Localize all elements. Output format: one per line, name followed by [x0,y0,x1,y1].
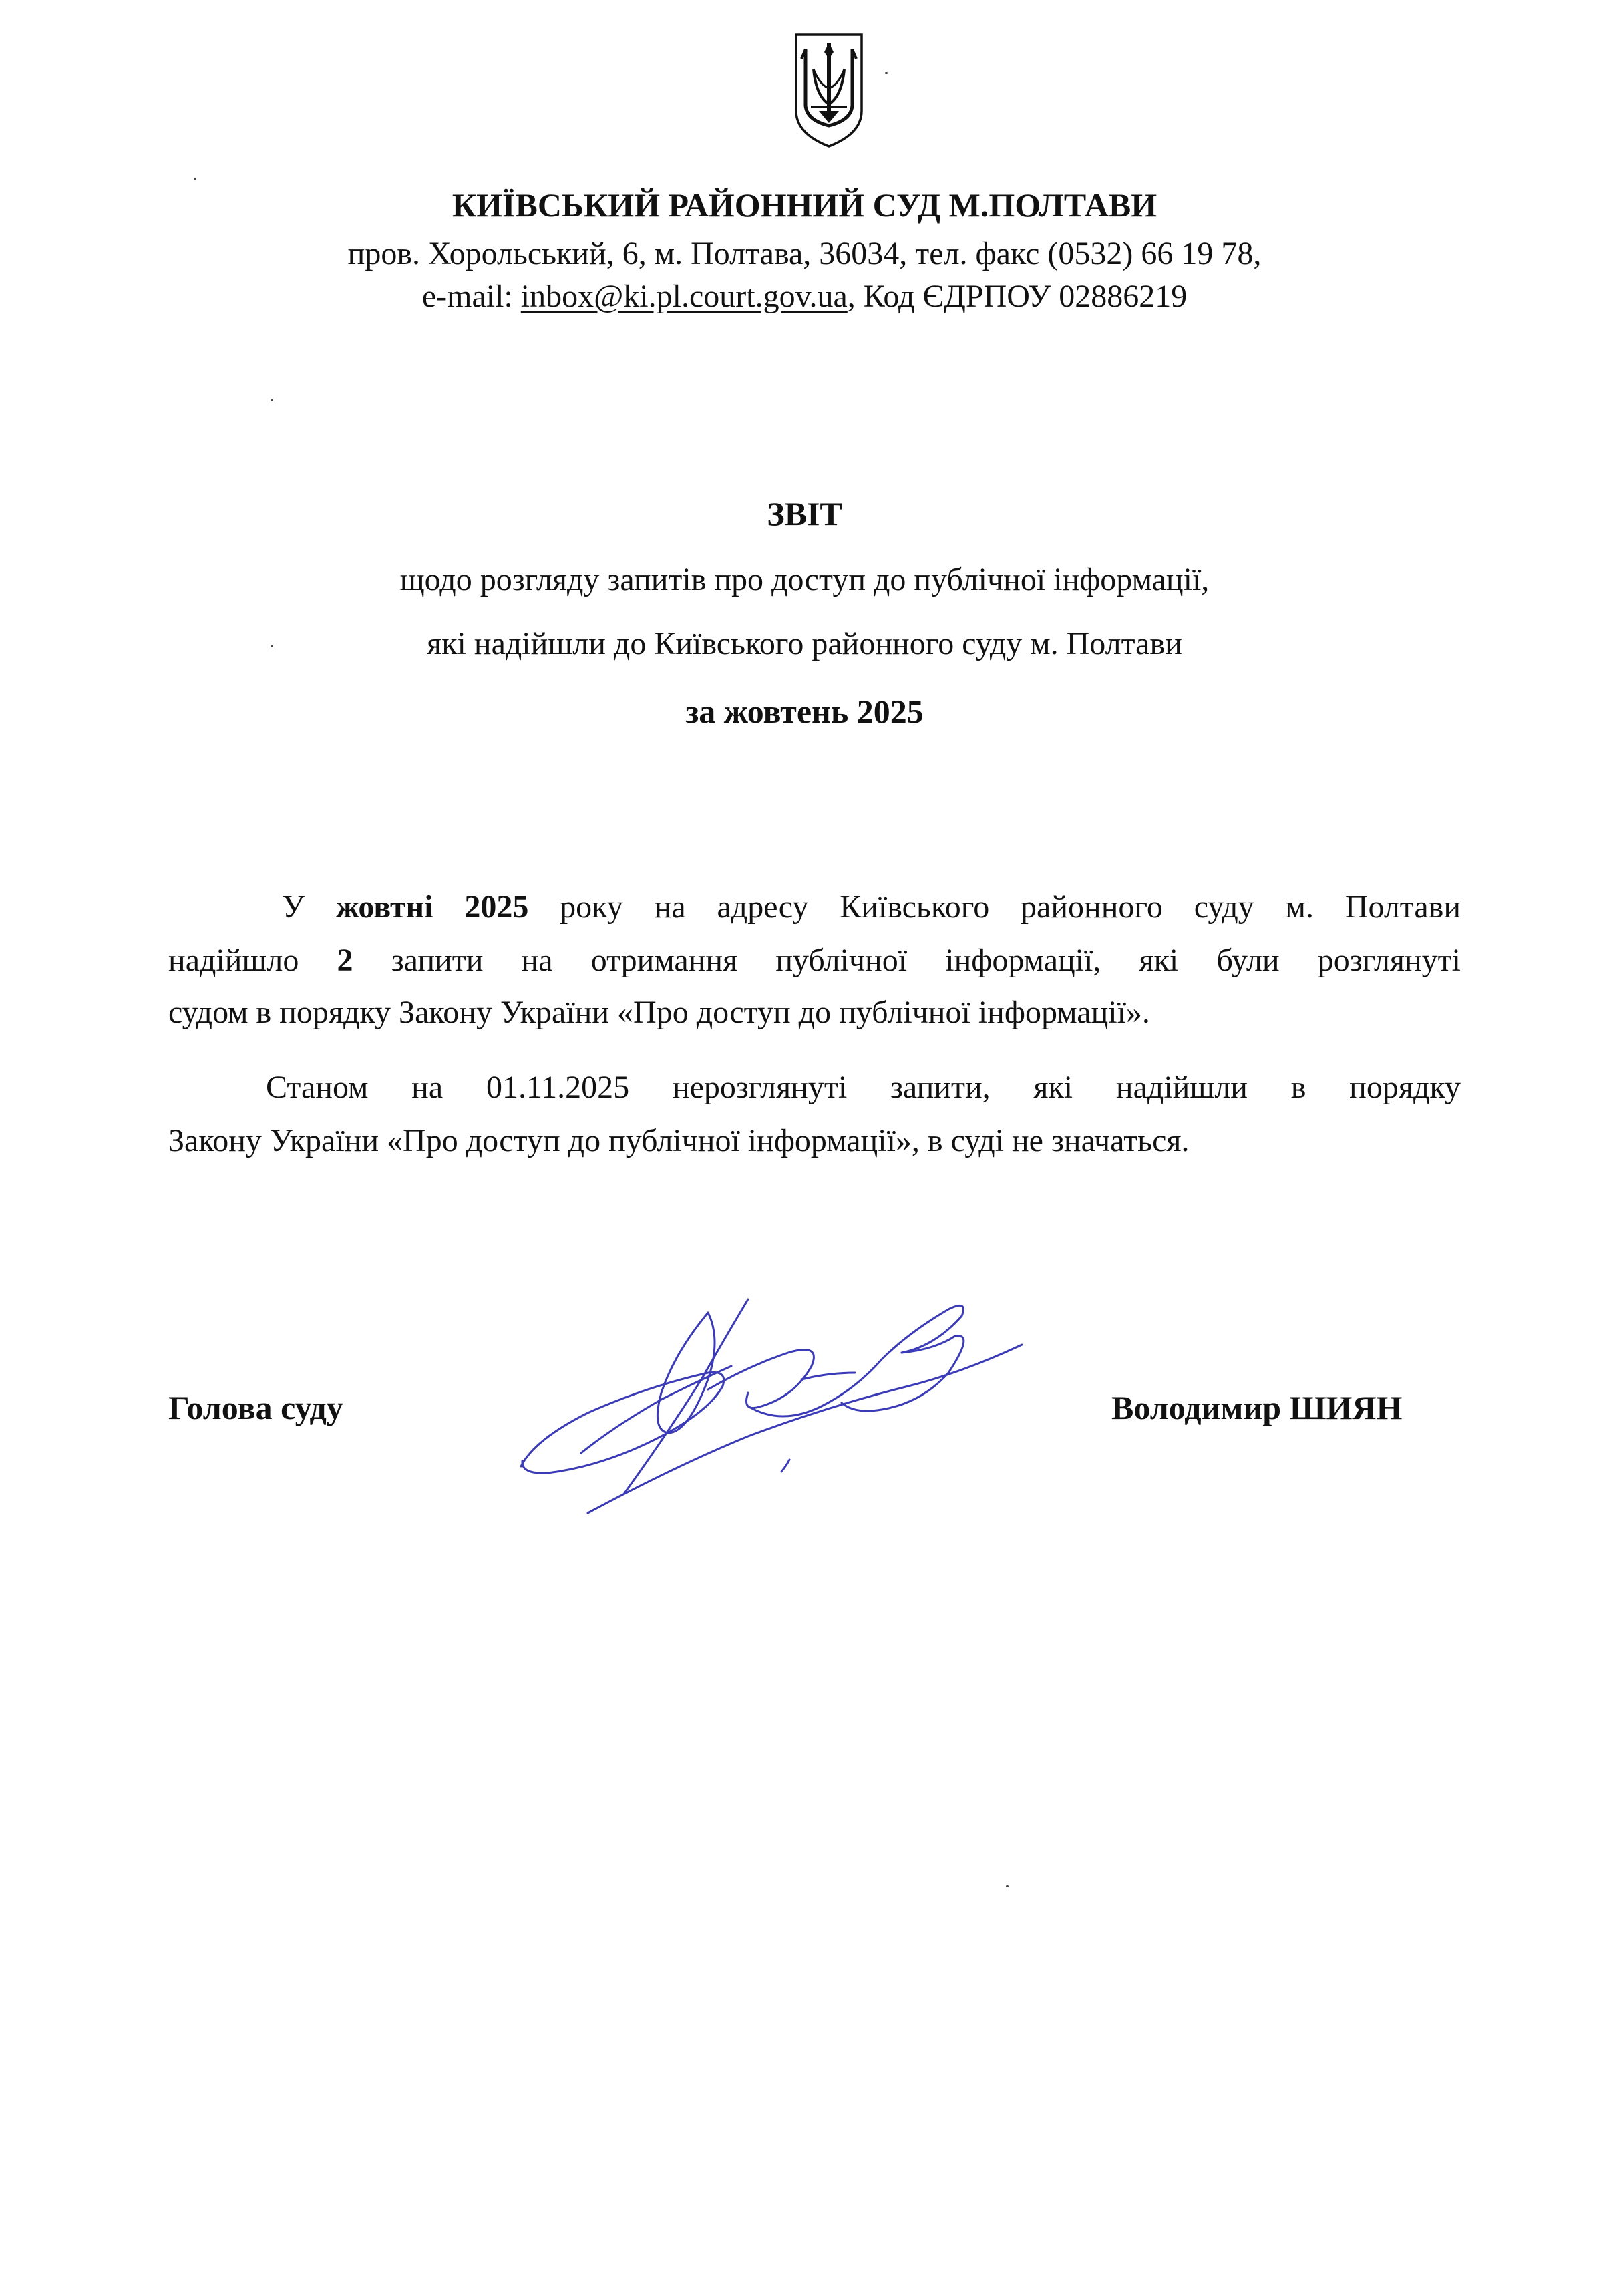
scan-speck [271,399,273,401]
court-address: пров. Хорольський, 6, м. Полтава, 36034, тел. факс (0532) 66 19 78, [347,236,1262,271]
report-period: за жовтень 2025 [685,693,924,730]
report-subtitle-line-1: щодо розгляду запитів про доступ до публічної інформації, [399,562,1210,597]
report-subtitle-line-2: які надійшли до Київського районного суду м. Полтави [427,626,1182,661]
email-label: e-mail: [421,279,521,314]
signatory-position: Голова суду [168,1389,343,1426]
signatory-name: Володимир ШИЯН [1111,1389,1403,1426]
court-name: КИЇВСЬКИЙ РАЙОННИЙ СУД М.ПОЛТАВИ [452,186,1157,224]
court-contacts [0,278,1609,315]
paragraph-2-line-2: Закону України «Про доступ до публічної інформації», в суді не значаться. [168,1123,1190,1158]
handwritten-signature [508,1273,1035,1526]
scan-speck [885,72,888,74]
paragraph-1-line-3: судом в порядку Закону України «Про доступ до публічної інформації». [168,995,1150,1030]
scan-speck [271,645,273,647]
scan-speck [194,178,196,180]
report-month: жовтні 2025 [335,889,529,925]
email-link[interactable]: inbox@ki.pl.court.gov.ua [520,279,848,314]
paragraph-1-line-1: У жовтні 2025 року на адресу Київського районного суду м. Полтави [282,889,1461,925]
trident-coat-of-arms-icon [793,32,864,149]
report-title: ЗВІТ [767,495,842,532]
edrpou-code: , Код ЄДРПОУ 02886219 [847,279,1188,314]
paragraph-2-line-1: Станом на 01.11.2025 нерозглянуті запити, які надійшли в порядку [266,1070,1461,1105]
paragraph-1-line-2: надійшло 2 запити на отримання публічної інформації, які були розглянуті [168,943,1461,978]
scan-speck [1006,1885,1009,1887]
requests-count: 2 [337,943,353,978]
